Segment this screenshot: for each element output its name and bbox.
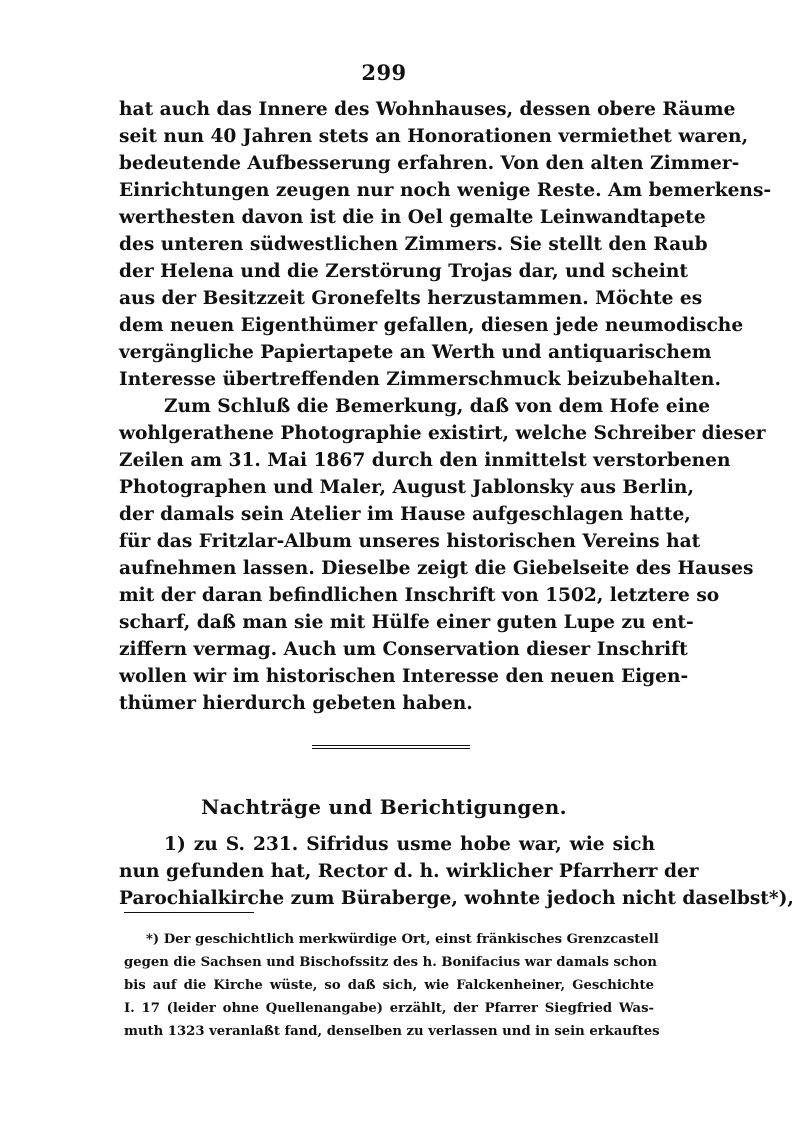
body-line: aufnehmen lassen. Dieselbe zeigt die Giebelseite des Hauses [119, 558, 754, 579]
body-line: der Helena und die Zerstörung Trojas dar, und scheint [119, 261, 688, 282]
footnote-line: muth 1323 veranlaßt fand, denselben zu verlassen und in sein erkauftes [124, 1024, 660, 1039]
body-line: der damals sein Atelier im Hause aufgeschlagen hatte, [119, 504, 691, 525]
footnote-line: gegen die Sachsen und Bischofssitz des h. Bonifacius war damals schon [124, 955, 657, 970]
body-line: bedeutende Aufbesserung erfahren. Von den alten Zimmer- [119, 153, 740, 174]
body-line: Einrichtungen zeugen nur noch wenige Reste. Am bemerkens- [119, 180, 772, 201]
body-line: wohlgerathene Photographie existirt, welche Schreiber dieser [119, 423, 766, 444]
body-line: seit nun 40 Jahren stets an Honorationen vermiethet waren, [119, 126, 749, 147]
body-line: aus der Besitzzeit Gronefelts herzustammen. Möchte es [119, 288, 703, 309]
body-line: Photographen und Maler, August Jablonsky aus Berlin, [119, 477, 694, 498]
section-line: 1) zu S. 231. Sifridus usme hobe war, wie sich [164, 834, 655, 855]
body-line: thümer hierdurch gebeten haben. [119, 693, 473, 714]
page-number: 299 [361, 60, 407, 85]
section-heading: Nachträge und Berichtigungen. [201, 795, 567, 819]
body-line: für das Fritzlar-Album unseres historischen Vereins hat [119, 531, 701, 552]
body-line: dem neuen Eigenthümer gefallen, diesen jede neumodische [119, 315, 744, 336]
body-line: hat auch das Innere des Wohnhauses, dessen obere Räume [119, 99, 736, 120]
body-line: des unteren südwestlichen Zimmers. Sie stellt den Raub [119, 234, 708, 255]
body-line: Zum Schluß die Bemerkung, daß von dem Hofe eine [164, 396, 711, 417]
body-line: werthesten davon ist die in Oel gemalte Leinwandtapete [119, 207, 706, 228]
body-line: mit der daran befindlichen Inschrift von 1502, letztere so [119, 585, 720, 606]
body-line: wollen wir im historischen Interesse den neuen Eigen- [119, 666, 689, 687]
section-line: Parochialkirche zum Büraberge, wohnte jedoch nicht daselbst*), [119, 888, 794, 909]
body-line: ziffern vermag. Auch um Conservation dieser Inschrift [119, 639, 688, 660]
section-line: nun gefunden hat, Rector d. h. wirklicher Pfarrherr der [119, 861, 699, 882]
footnote-rule [124, 912, 254, 913]
section-divider [312, 745, 470, 749]
footnote-line: bis auf die Kirche wüste, so daß sich, wie Falckenheiner, Geschichte [124, 978, 654, 993]
footnote-line: I. 17 (leider ohne Quellenangabe) erzählt, der Pfarrer Siegfried Was- [124, 1001, 654, 1016]
body-line: scharf, daß man sie mit Hülfe einer guten Lupe zu ent- [119, 612, 694, 633]
body-line: Interesse übertreffenden Zimmerschmuck beizubehalten. [119, 369, 721, 390]
footnote-line: *) Der geschichtlich merkwürdige Ort, einst fränkisches Grenzcastell [146, 932, 659, 947]
body-line: vergängliche Papiertapete an Werth und antiquarischem [119, 342, 712, 363]
body-line: Zeilen am 31. Mai 1867 durch den inmittelst verstorbenen [119, 450, 731, 471]
